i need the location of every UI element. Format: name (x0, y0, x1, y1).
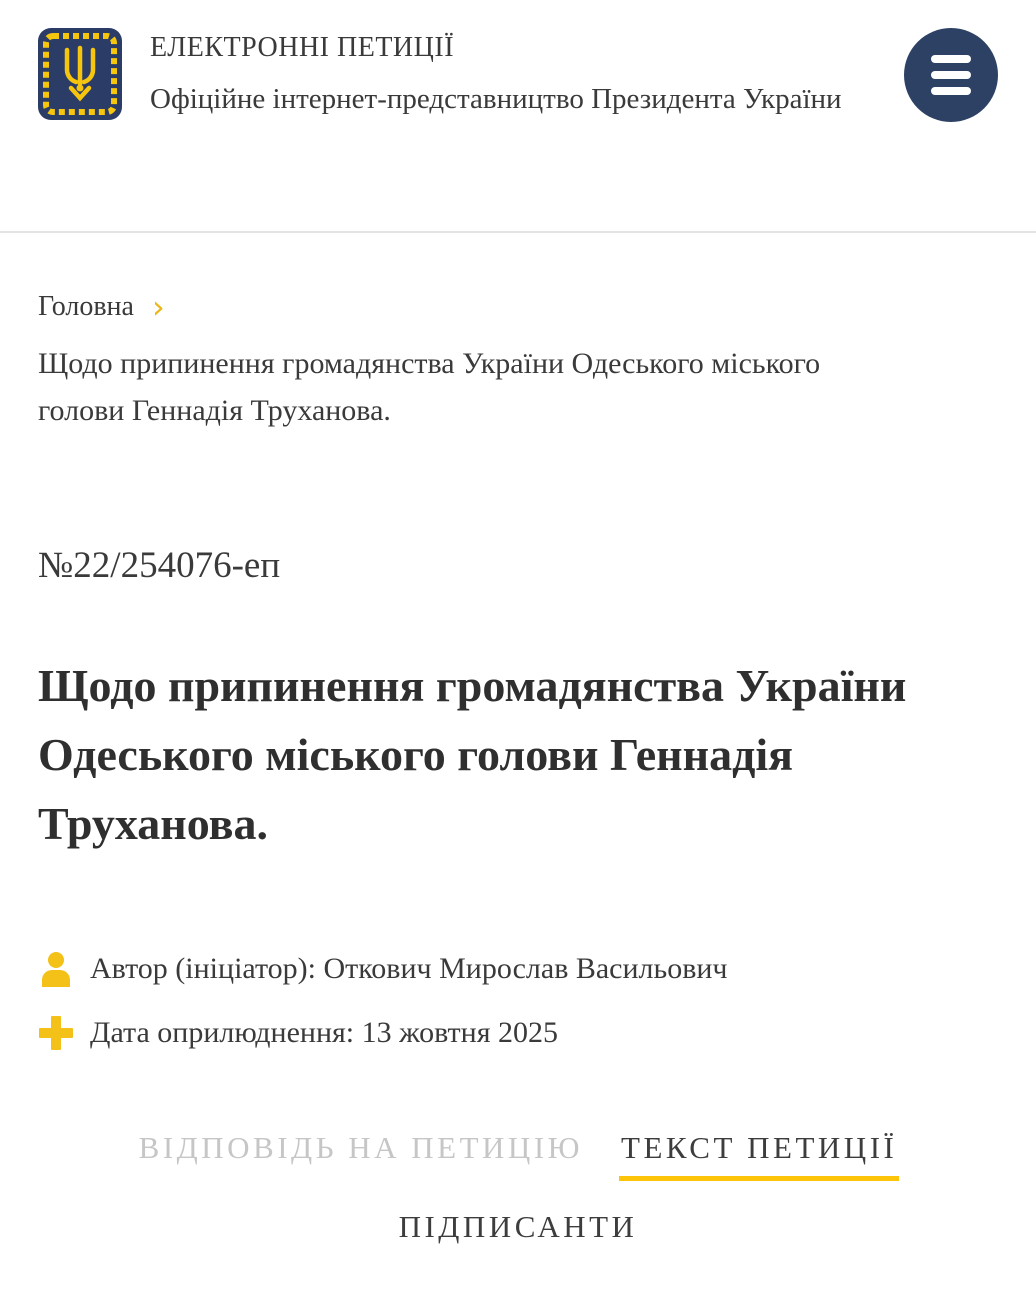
publish-date-row (38, 1014, 998, 1052)
ukraine-trident-icon (38, 28, 122, 120)
tab-petition-text[interactable]: ТЕКСТ ПЕТИЦІЇ (619, 1130, 899, 1181)
site-subtitle: Офіційне інтернет-представництво Президента України (150, 83, 842, 115)
petition-title: Щодо припинення громадянства України Одеського міського голови Геннадія Труханова. (38, 660, 907, 849)
petition-number: №22/254076-еп (38, 545, 281, 586)
petition-meta (38, 950, 998, 1052)
site-header (0, 0, 1036, 233)
author-row (38, 950, 998, 988)
presidential-emblem-logo[interactable] (38, 28, 122, 120)
breadcrumb-home-link[interactable]: Головна (38, 291, 134, 322)
breadcrumb-current-page: Щодо припинення громадянства України Одеського міського голови Геннадія Труханова. (38, 347, 821, 427)
chevron-right-icon: › (151, 288, 165, 326)
site-identity (150, 28, 904, 123)
user-icon (38, 950, 74, 988)
petition-tabs (38, 1130, 998, 1314)
petition-page (0, 233, 1036, 1314)
petition-author: Автор (ініціатор): Откович Мирослав Васильович (90, 952, 728, 985)
tab-signers[interactable]: ПІДПИСАНТИ (397, 1209, 640, 1260)
breadcrumb (38, 288, 998, 326)
petition-publish-date: Дата оприлюднення: 13 жовтня 2025 (90, 1016, 559, 1049)
plus-icon (38, 1014, 74, 1052)
hamburger-icon (931, 55, 971, 63)
hamburger-menu-button[interactable] (904, 28, 998, 122)
site-title: ЕЛЕКТРОННІ ПЕТИЦІЇ (150, 32, 455, 63)
tab-petition-answer[interactable]: ВІДПОВІДЬ НА ПЕТИЦІЮ (137, 1130, 585, 1181)
